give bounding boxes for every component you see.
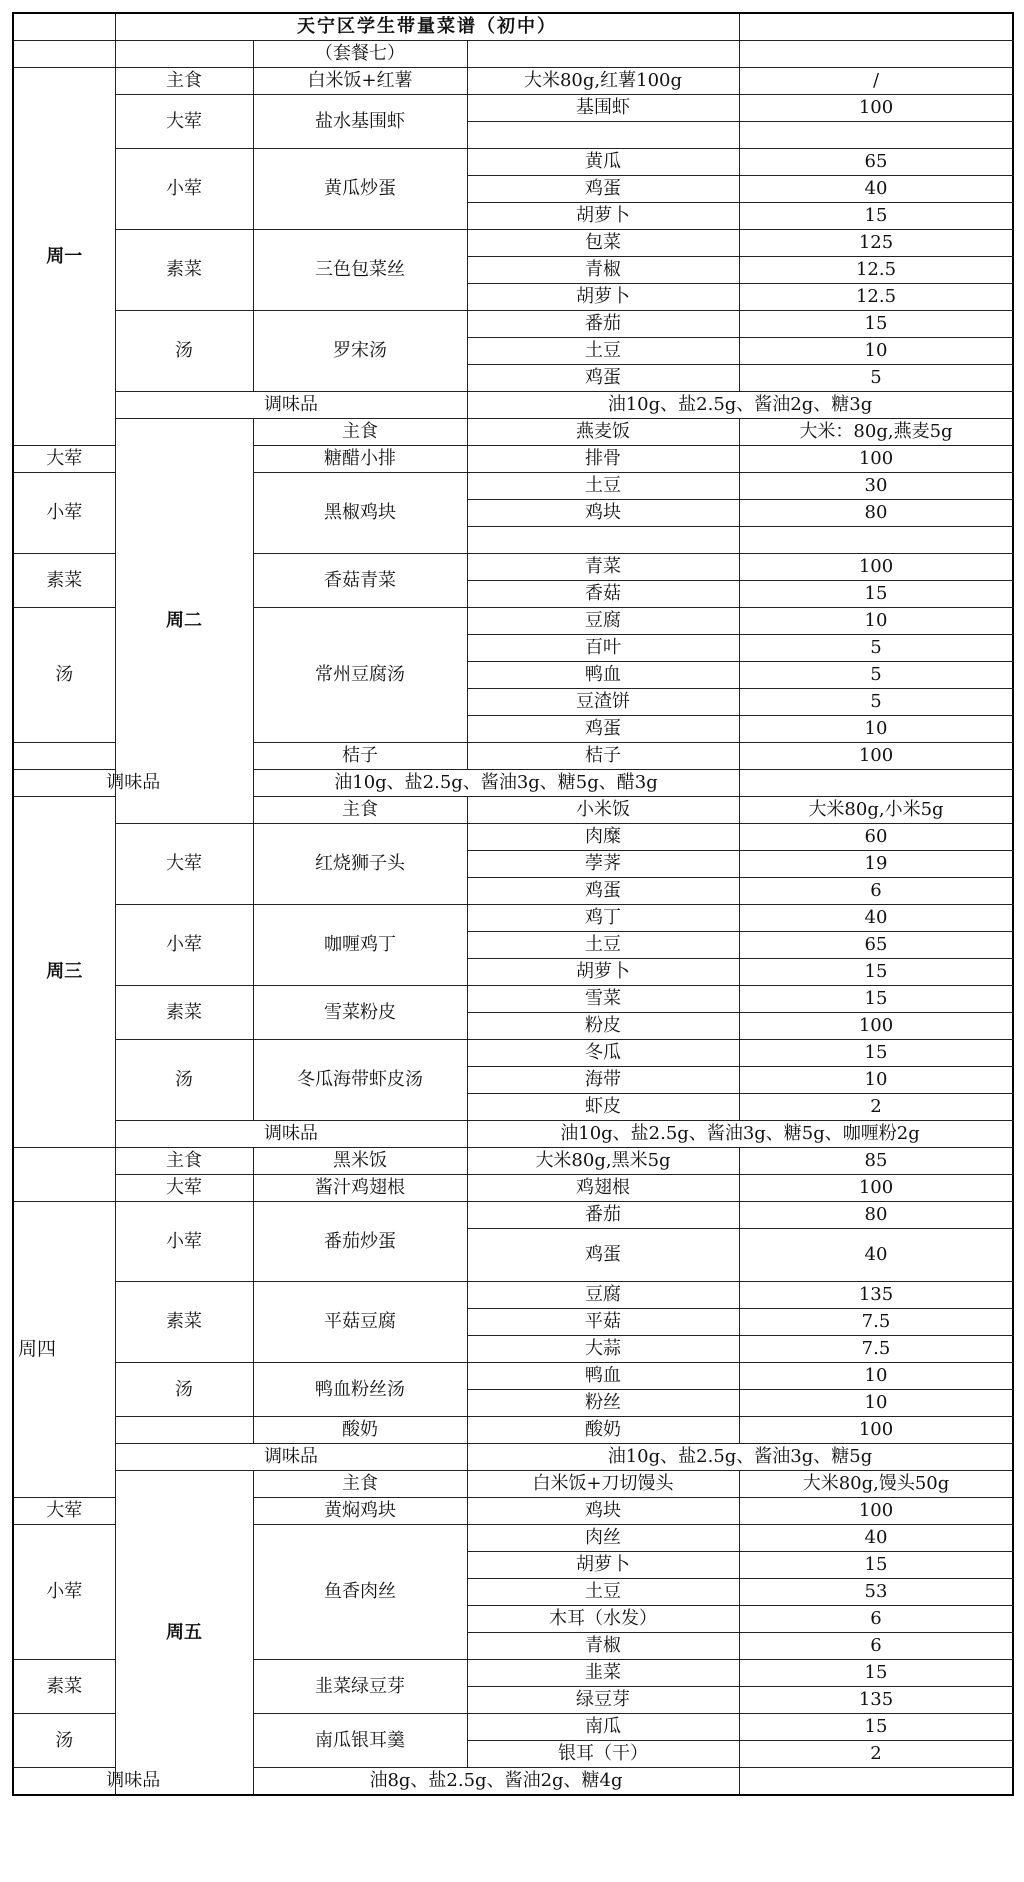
category-cell: 大荤 — [115, 1175, 253, 1202]
category-cell: 主食 — [253, 1471, 467, 1498]
ingredient-cell: 大蒜 — [467, 1336, 739, 1363]
ingredient-cell: 豆腐 — [467, 608, 739, 635]
dish-cell: 黄焖鸡块 — [253, 1498, 467, 1525]
ingredient-cell: 鸡块 — [467, 500, 739, 527]
ingredient-cell: 粉丝 — [467, 1390, 739, 1417]
dish-cell: 韭菜绿豆芽 — [253, 1660, 467, 1714]
amount-cell: 100 — [739, 1498, 1013, 1525]
ingredient-cell: 桔子 — [467, 743, 739, 770]
ingredient-cell: 胡萝卜 — [467, 284, 739, 311]
amount-cell: 100 — [739, 1417, 1013, 1444]
page-subtitle: （套餐七） — [253, 41, 467, 68]
dish-cell: 糖醋小排 — [253, 446, 467, 473]
amount-cell: 15 — [739, 311, 1013, 338]
dish-cell: 酱汁鸡翅根 — [253, 1175, 467, 1202]
seasoning-value: 油8g、盐2.5g、酱油2g、糖4g — [253, 1768, 739, 1796]
amount-cell: 6 — [739, 1606, 1013, 1633]
seasoning-label: 调味品 — [115, 392, 467, 419]
category-cell: 大荤 — [13, 1498, 115, 1525]
amount-cell: 10 — [739, 338, 1013, 365]
amount-cell: 100 — [739, 554, 1013, 581]
empty-cell — [467, 122, 739, 149]
day-label: 周二 — [115, 419, 253, 824]
ingredient-cell: 韭菜 — [467, 1660, 739, 1687]
ingredient-cell: 鸡蛋 — [467, 365, 739, 392]
amount-cell: 135 — [739, 1282, 1013, 1309]
amount-cell: 15 — [739, 203, 1013, 230]
seasoning-value: 油10g、盐2.5g、酱油2g、糖3g — [467, 392, 1013, 419]
seasoning-label: 调味品 — [115, 1121, 467, 1148]
amount-cell: 6 — [739, 878, 1013, 905]
ingredient-cell: 鸡蛋 — [467, 1229, 739, 1282]
ingredient-cell: 冬瓜 — [467, 1040, 739, 1067]
amount-cell: 15 — [739, 1660, 1013, 1687]
ingredient-cell: 南瓜 — [467, 1714, 739, 1741]
ingredient-cell: 大米80g,小米5g — [739, 797, 1013, 824]
amount-cell: 135 — [739, 1687, 1013, 1714]
amount-cell: 85 — [739, 1148, 1013, 1175]
ingredient-cell: 包菜 — [467, 230, 739, 257]
amount-cell: 7.5 — [739, 1336, 1013, 1363]
category-cell: 素菜 — [115, 1282, 253, 1363]
category-cell: 汤 — [115, 1363, 253, 1417]
ingredient-cell: 雪菜 — [467, 986, 739, 1013]
seasoning-label: 调味品 — [13, 770, 253, 797]
amount-cell: 40 — [739, 905, 1013, 932]
amount-cell: 15 — [739, 959, 1013, 986]
amount-cell: 5 — [739, 662, 1013, 689]
header-blank — [13, 41, 115, 68]
ingredient-cell: 百叶 — [467, 635, 739, 662]
dish-cell: 常州豆腐汤 — [253, 608, 467, 743]
empty-cell — [13, 1148, 115, 1202]
dish-cell: 平菇豆腐 — [253, 1282, 467, 1363]
amount-cell: 15 — [739, 1714, 1013, 1741]
dish-cell: 咖喱鸡丁 — [253, 905, 467, 986]
dish-cell: 白米饭+刀切馒头 — [467, 1471, 739, 1498]
category-cell: 素菜 — [13, 1660, 115, 1714]
amount-cell: 30 — [739, 473, 1013, 500]
amount-cell: 7.5 — [739, 1309, 1013, 1336]
dish-cell: 黑椒鸡块 — [253, 473, 467, 554]
ingredient-cell: 鸡蛋 — [467, 878, 739, 905]
amount-cell: 65 — [739, 149, 1013, 176]
dish-cell: 番茄炒蛋 — [253, 1202, 467, 1282]
header-blank — [13, 13, 115, 41]
amount-cell: 5 — [739, 365, 1013, 392]
amount-cell: 80 — [739, 1202, 1013, 1229]
category-cell: 大荤 — [115, 95, 253, 149]
amount-cell: 100 — [739, 743, 1013, 770]
amount-cell: 5 — [739, 689, 1013, 716]
ingredient-cell: 番茄 — [467, 311, 739, 338]
seasoning-label: 调味品 — [115, 1444, 467, 1471]
ingredient-cell: 大米80g,黑米5g — [467, 1148, 739, 1175]
amount-cell: 60 — [739, 824, 1013, 851]
dish-cell: 鸭血粉丝汤 — [253, 1363, 467, 1417]
category-cell: 主食 — [115, 68, 253, 95]
ingredient-cell: 海带 — [467, 1067, 739, 1094]
seasoning-label: 调味品 — [13, 1768, 253, 1796]
category-cell: 小荤 — [13, 1525, 115, 1660]
dish-cell: 白米饭+红薯 — [253, 68, 467, 95]
empty-cell — [13, 743, 115, 770]
amount-cell: 10 — [739, 1390, 1013, 1417]
dish-cell: 盐水基围虾 — [253, 95, 467, 149]
header-blank — [739, 13, 1013, 41]
day-label: 周一 — [13, 68, 115, 446]
ingredient-cell: 青椒 — [467, 257, 739, 284]
ingredient-cell: 土豆 — [467, 1579, 739, 1606]
category-cell: 小荤 — [13, 473, 115, 554]
amount-cell: 6 — [739, 1633, 1013, 1660]
ingredient-cell: 黄瓜 — [467, 149, 739, 176]
ingredient-cell: 香菇 — [467, 581, 739, 608]
category-cell: 汤 — [13, 1714, 115, 1768]
amount-cell: 15 — [739, 1040, 1013, 1067]
dish-cell: 罗宋汤 — [253, 311, 467, 392]
ingredient-cell: 土豆 — [467, 932, 739, 959]
empty-cell — [739, 527, 1013, 554]
amount-cell: 100 — [739, 1013, 1013, 1040]
ingredient-cell: 胡萝卜 — [467, 959, 739, 986]
menu-table — [12, 12, 1014, 1796]
ingredient-cell: 银耳（干） — [467, 1741, 739, 1768]
ingredient-cell: 豆渣饼 — [467, 689, 739, 716]
amount-cell: 100 — [739, 446, 1013, 473]
category-cell: 主食 — [115, 1148, 253, 1175]
seasoning-value: 油10g、盐2.5g、酱油3g、糖5g、咖喱粉2g — [467, 1121, 1013, 1148]
ingredient-cell: 绿豆芽 — [467, 1687, 739, 1714]
dish-cell: 黑米饭 — [253, 1148, 467, 1175]
header-blank — [115, 41, 253, 68]
ingredient-cell: 虾皮 — [467, 1094, 739, 1121]
amount-cell: 10 — [739, 716, 1013, 743]
dish-cell: 南瓜银耳羹 — [253, 1714, 467, 1768]
ingredient-cell: 鸡翅根 — [467, 1175, 739, 1202]
amount-cell: 12.5 — [739, 257, 1013, 284]
category-cell: 汤 — [13, 608, 115, 743]
ingredient-cell: 鸭血 — [467, 1363, 739, 1390]
ingredient-cell: 肉糜 — [467, 824, 739, 851]
category-cell: 汤 — [115, 1040, 253, 1121]
page-title: 天宁区学生带量菜谱（初中） — [115, 13, 739, 41]
dish-cell: 鱼香肉丝 — [253, 1525, 467, 1660]
ingredient-cell: 大米：80g,燕麦5g — [739, 419, 1013, 446]
ingredient-cell: 木耳（水发） — [467, 1606, 739, 1633]
amount-cell: 125 — [739, 230, 1013, 257]
amount-cell: / — [739, 68, 1013, 95]
category-cell: 小荤 — [115, 149, 253, 230]
ingredient-cell: 土豆 — [467, 338, 739, 365]
ingredient-cell: 大米80g,红薯100g — [467, 68, 739, 95]
category-cell: 汤 — [115, 311, 253, 392]
amount-cell: 15 — [739, 1552, 1013, 1579]
dish-cell: 黄瓜炒蛋 — [253, 149, 467, 230]
dish-cell: 燕麦饭 — [467, 419, 739, 446]
ingredient-cell: 鸡蛋 — [467, 176, 739, 203]
amount-cell: 100 — [739, 1175, 1013, 1202]
ingredient-cell: 胡萝卜 — [467, 1552, 739, 1579]
empty-cell — [115, 1417, 253, 1444]
ingredient-cell: 荸荠 — [467, 851, 739, 878]
ingredient-cell: 青椒 — [467, 1633, 739, 1660]
category-cell: 素菜 — [115, 230, 253, 311]
amount-cell: 65 — [739, 932, 1013, 959]
ingredient-cell: 大米80g,馒头50g — [739, 1471, 1013, 1498]
amount-cell: 40 — [739, 1229, 1013, 1282]
ingredient-cell: 青菜 — [467, 554, 739, 581]
amount-cell: 80 — [739, 500, 1013, 527]
dish-cell: 冬瓜海带虾皮汤 — [253, 1040, 467, 1121]
amount-cell: 40 — [739, 176, 1013, 203]
day-label: 周四 — [13, 1202, 115, 1498]
ingredient-cell: 平菇 — [467, 1309, 739, 1336]
day-label: 周三 — [13, 797, 115, 1148]
dish-cell: 雪菜粉皮 — [253, 986, 467, 1040]
seasoning-value: 油10g、盐2.5g、酱油3g、糖5g — [467, 1444, 1013, 1471]
amount-cell: 100 — [739, 95, 1013, 122]
ingredient-cell: 鸡蛋 — [467, 716, 739, 743]
ingredient-cell: 粉皮 — [467, 1013, 739, 1040]
category-cell: 主食 — [253, 419, 467, 446]
seasoning-value: 油10g、盐2.5g、酱油3g、糖5g、醋3g — [253, 770, 739, 797]
dish-cell: 三色包菜丝 — [253, 230, 467, 311]
category-cell: 素菜 — [115, 986, 253, 1040]
category-cell: 主食 — [253, 797, 467, 824]
dish-cell: 酸奶 — [253, 1417, 467, 1444]
ingredient-cell: 豆腐 — [467, 1282, 739, 1309]
dish-cell: 桔子 — [253, 743, 467, 770]
day-label: 周五 — [115, 1471, 253, 1796]
amount-cell: 53 — [739, 1579, 1013, 1606]
ingredient-cell: 胡萝卜 — [467, 203, 739, 230]
dish-cell: 香菇青菜 — [253, 554, 467, 608]
ingredient-cell: 酸奶 — [467, 1417, 739, 1444]
empty-cell — [739, 122, 1013, 149]
dish-cell: 红烧狮子头 — [253, 824, 467, 905]
ingredient-cell: 番茄 — [467, 1202, 739, 1229]
category-cell: 小荤 — [115, 905, 253, 986]
ingredient-cell: 排骨 — [467, 446, 739, 473]
amount-cell: 12.5 — [739, 284, 1013, 311]
ingredient-cell: 鸭血 — [467, 662, 739, 689]
amount-cell: 5 — [739, 635, 1013, 662]
amount-cell: 10 — [739, 608, 1013, 635]
ingredient-cell: 土豆 — [467, 473, 739, 500]
ingredient-cell: 基围虾 — [467, 95, 739, 122]
ingredient-cell: 鸡丁 — [467, 905, 739, 932]
amount-cell: 10 — [739, 1067, 1013, 1094]
empty-cell — [467, 527, 739, 554]
category-cell: 大荤 — [13, 446, 115, 473]
dish-cell: 小米饭 — [467, 797, 739, 824]
amount-cell: 15 — [739, 986, 1013, 1013]
header-blank — [739, 41, 1013, 68]
ingredient-cell: 肉丝 — [467, 1525, 739, 1552]
category-cell: 大荤 — [115, 824, 253, 905]
category-cell: 小荤 — [115, 1202, 253, 1282]
amount-cell: 10 — [739, 1363, 1013, 1390]
category-cell: 素菜 — [13, 554, 115, 608]
amount-cell: 15 — [739, 581, 1013, 608]
amount-cell: 2 — [739, 1741, 1013, 1768]
amount-cell: 19 — [739, 851, 1013, 878]
ingredient-cell: 鸡块 — [467, 1498, 739, 1525]
header-blank — [467, 41, 739, 68]
amount-cell: 40 — [739, 1525, 1013, 1552]
amount-cell: 2 — [739, 1094, 1013, 1121]
